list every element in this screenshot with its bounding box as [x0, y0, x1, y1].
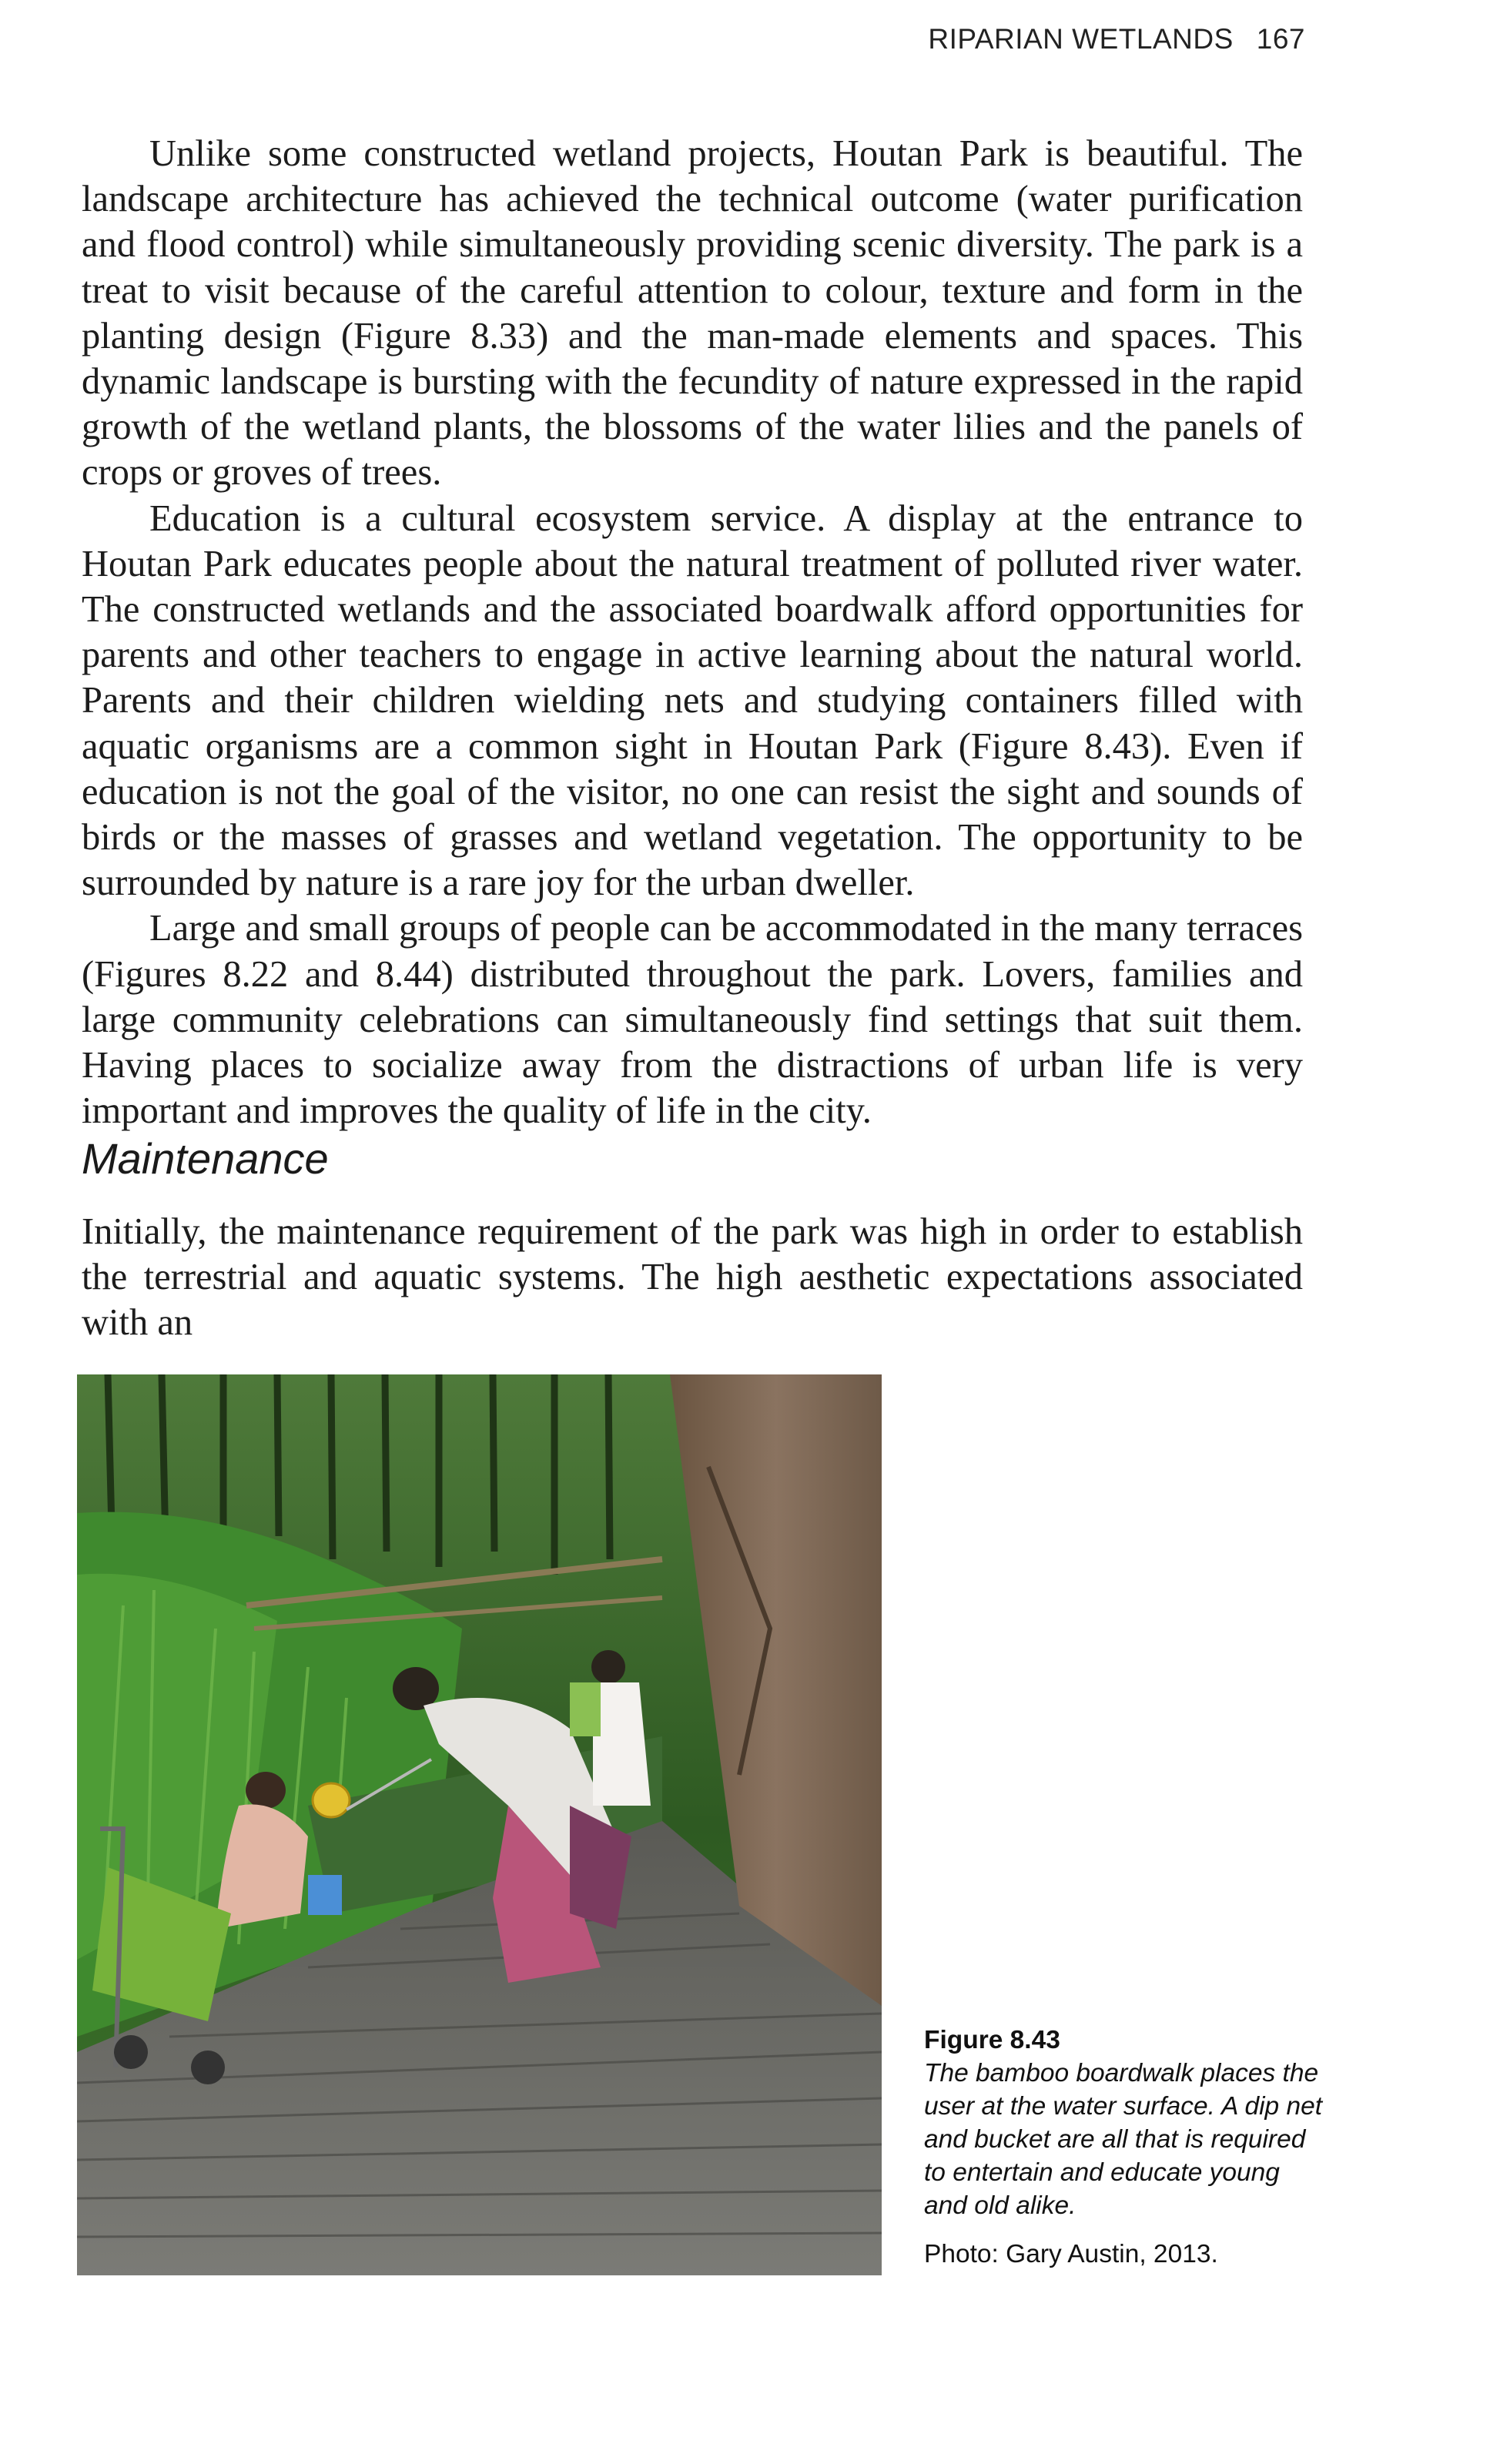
- paragraph: Unlike some constructed wetland projects, Houtan Park is beautiful. The landscape architecture has achieved the technical outcome (water purification and flood control) while simultaneously providing scenic diversity. The park is a treat to visit because of the careful attention to colour, texture and form in the planting design (Figure 8.33) and the man-made elements and spaces. This dynamic landscape is bursting with the fecundity of nature expressed in the rapid growth of the wetland plants, the blossoms of the water lilies and the panels of crops or groves of trees.: [82, 133, 1303, 494]
- section-heading: Maintenance: [82, 1134, 329, 1183]
- figure-photo: [77, 1374, 882, 2275]
- page-number: 167: [1256, 23, 1305, 55]
- paragraph: Initially, the maintenance requirement of the park was high in order to establish the terrestrial and aquatic systems. The high aesthetic expectations associated with an: [82, 1211, 1303, 1344]
- running-head: [886, 23, 1305, 55]
- photo-credit: Photo: Gary Austin, 2013.: [924, 2240, 1218, 2268]
- figure-caption-text: The bamboo boardwalk places the user at the water surface. A dip net and bucket are all that is required to entertain and educate young and old alike.: [924, 2059, 1323, 2220]
- figure-label: Figure 8.43: [924, 2026, 1060, 2054]
- paragraph: Education is a cultural ecosystem service. A display at the entrance to Houtan Park educates people about the natural treatment of polluted river water. The constructed wetlands and the associated boardwalk afford opportunities for parents and other teachers to engage in active learning about the natural world. Parents and their children wielding nets and studying containers filled with aquatic organisms are a common sight in Houtan Park (Figure 8.43). Even if education is not the goal of the visitor, no one can resist the sight and sounds of birds or the masses of grasses and wetland vegetation. The opportunity to be surrounded by nature is a rare joy for the urban dweller.: [82, 497, 1303, 904]
- paragraph: Large and small groups of people can be accommodated in the many terraces (Figures 8.22 and 8.44) distributed throughout the park. Lovers, families and large community celebrations can simultaneously find settings that suit them. Having places to socialize away from the distractions of urban life is very important and improves the quality of life in the city.: [82, 908, 1303, 1132]
- running-head-title: RIPARIAN WETLANDS: [928, 23, 1234, 55]
- body-text: [82, 131, 1303, 1133]
- section-body: [82, 1209, 1303, 1346]
- figure-caption: [924, 2024, 1324, 2271]
